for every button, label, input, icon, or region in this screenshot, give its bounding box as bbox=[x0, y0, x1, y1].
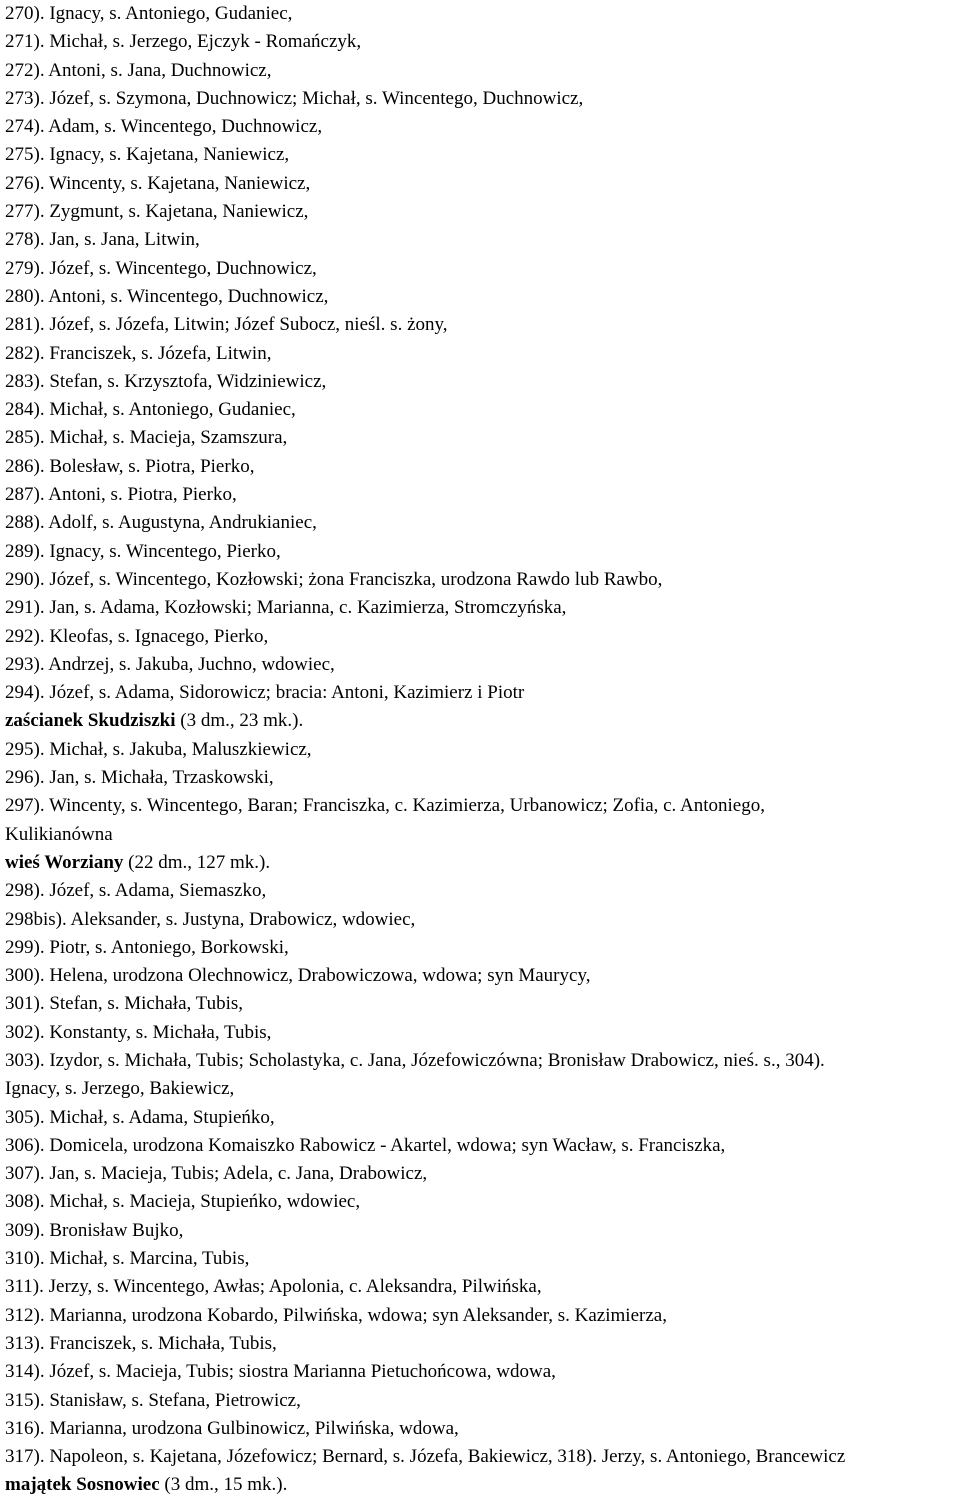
entry-line bbox=[5, 453, 960, 481]
entry-text: 311). Jerzy, s. Wincentego, Awłas; Apolonia, c. Aleksandra, Pilwińska, bbox=[5, 1276, 542, 1298]
entry-text: 303). Izydor, s. Michała, Tubis; Scholastyka, c. Jana, Józefowiczówna; Bronisław Drabowicz, nieś. s., 304). bbox=[5, 1049, 825, 1071]
entry-line bbox=[5, 396, 960, 424]
entry-text: 270). Ignacy, s. Antoniego, Gudaniec, bbox=[5, 3, 293, 24]
entry-text: 301). Stefan, s. Michała, Tubis, bbox=[5, 993, 244, 1015]
entry-text: 305). Michał, s. Adama, Stupieńko, bbox=[5, 1106, 275, 1128]
entry-line bbox=[5, 509, 960, 537]
entry-line bbox=[5, 311, 960, 339]
entry-line bbox=[5, 1019, 960, 1047]
entry-line bbox=[5, 1302, 960, 1330]
entry-line bbox=[5, 1047, 960, 1075]
entry-text: 302). Konstanty, s. Michała, Tubis, bbox=[5, 1021, 272, 1043]
entry-text: 287). Antoni, s. Piotra, Pierko, bbox=[5, 484, 237, 506]
entry-text: 275). Ignacy, s. Kajetana, Naniewicz, bbox=[5, 144, 290, 166]
entry-text: 298). Józef, s. Adama, Siemaszko, bbox=[5, 880, 267, 902]
entry-line bbox=[5, 1217, 960, 1245]
entry-text: 310). Michał, s. Marcina, Tubis, bbox=[5, 1248, 250, 1270]
entry-line bbox=[5, 1330, 960, 1358]
entry-line bbox=[5, 1160, 960, 1188]
entry-text: 273). Józef, s. Szymona, Duchnowicz; Michał, s. Wincentego, Duchnowicz, bbox=[5, 87, 584, 109]
entry-text: (3 dm., 15 mk.). bbox=[159, 1474, 288, 1496]
entry-text: 300). Helena, urodzona Olechnowicz, Drabowiczowa, wdowa; syn Maurycy, bbox=[5, 965, 591, 987]
entry-line bbox=[5, 170, 960, 198]
entry-line bbox=[5, 113, 960, 141]
entry-text: 315). Stanisław, s. Stefana, Pietrowicz, bbox=[5, 1389, 301, 1411]
entry-line bbox=[5, 538, 960, 566]
entry-line bbox=[5, 962, 960, 990]
entry-line bbox=[5, 821, 960, 849]
entry-text: 277). Zygmunt, s. Kajetana, Naniewicz, bbox=[5, 201, 309, 223]
section-heading: wieś Worziany bbox=[5, 851, 124, 873]
entry-line bbox=[5, 283, 960, 311]
entry-text: 306). Domicela, urodzona Komaiszko Rabowicz - Akartel, wdowa; syn Wacław, s. Franciszka, bbox=[5, 1134, 726, 1156]
entry-text: 308). Michał, s. Macieja, Stupieńko, wdowiec, bbox=[5, 1191, 361, 1213]
section-heading-line bbox=[5, 1471, 960, 1499]
entry-line bbox=[5, 28, 960, 56]
entry-line bbox=[5, 340, 960, 368]
entry-text: 291). Jan, s. Adama, Kozłowski; Marianna, c. Kazimierza, Stromczyńska, bbox=[5, 597, 567, 619]
section-heading: zaścianek Skudziszki bbox=[5, 710, 176, 732]
entry-line bbox=[5, 1358, 960, 1386]
entry-line bbox=[5, 1415, 960, 1443]
entry-line bbox=[5, 481, 960, 509]
entry-text: 295). Michał, s. Jakuba, Maluszkiewicz, bbox=[5, 738, 312, 760]
entry-line bbox=[5, 651, 960, 679]
entry-line bbox=[5, 1387, 960, 1415]
entry-text: 281). Józef, s. Józefa, Litwin; Józef Subocz, nieśl. s. żony, bbox=[5, 314, 448, 336]
entry-text: 286). Bolesław, s. Piotra, Pierko, bbox=[5, 455, 255, 477]
entry-text: 285). Michał, s. Macieja, Szamszura, bbox=[5, 427, 288, 449]
entry-line bbox=[5, 1132, 960, 1160]
entry-text: (22 dm., 127 mk.). bbox=[123, 851, 271, 873]
section-heading-line bbox=[5, 849, 960, 877]
entry-text: 313). Franciszek, s. Michała, Tubis, bbox=[5, 1332, 277, 1354]
entry-line bbox=[5, 906, 960, 934]
entry-text: 309). Bronisław Bujko, bbox=[5, 1219, 184, 1241]
entry-text: 299). Piotr, s. Antoniego, Borkowski, bbox=[5, 936, 289, 958]
entry-text: 314). Józef, s. Macieja, Tubis; siostra Marianna Pietuchońcowa, wdowa, bbox=[5, 1361, 556, 1383]
entry-line bbox=[5, 57, 960, 85]
entry-line bbox=[5, 594, 960, 622]
entry-text: Ignacy, s. Jerzego, Bakiewicz, bbox=[5, 1078, 235, 1100]
entry-line bbox=[5, 85, 960, 113]
entry-line bbox=[5, 0, 960, 28]
entry-text: 271). Michał, s. Jerzego, Ejczyk - Romańczyk, bbox=[5, 31, 362, 53]
entry-line bbox=[5, 934, 960, 962]
entry-text: 284). Michał, s. Antoniego, Gudaniec, bbox=[5, 399, 296, 421]
entry-text: 312). Marianna, urodzona Kobardo, Pilwińska, wdowa; syn Aleksander, s. Kazimierza, bbox=[5, 1304, 667, 1326]
entry-line bbox=[5, 877, 960, 905]
entry-line bbox=[5, 990, 960, 1018]
entry-text: 316). Marianna, urodzona Gulbinowicz, Pilwińska, wdowa, bbox=[5, 1417, 459, 1439]
entry-text: 293). Andrzej, s. Jakuba, Juchno, wdowiec, bbox=[5, 653, 335, 675]
entry-text: 282). Franciszek, s. Józefa, Litwin, bbox=[5, 342, 272, 364]
section-heading-line bbox=[5, 707, 960, 735]
entry-line bbox=[5, 1188, 960, 1216]
entry-text: 278). Jan, s. Jana, Litwin, bbox=[5, 229, 200, 251]
entry-line bbox=[5, 566, 960, 594]
entry-line bbox=[5, 226, 960, 254]
entry-text: 307). Jan, s. Macieja, Tubis; Adela, c. Jana, Drabowicz, bbox=[5, 1163, 428, 1185]
entry-line bbox=[5, 141, 960, 169]
entry-text: 290). Józef, s. Wincentego, Kozłowski; żona Franciszka, urodzona Rawdo lub Rawbo, bbox=[5, 568, 663, 590]
entry-text: 294). Józef, s. Adama, Sidorowicz; bracia: Antoni, Kazimierz i Piotr bbox=[5, 682, 525, 704]
entry-text: 297). Wincenty, s. Wincentego, Baran; Franciszka, c. Kazimierza, Urbanowicz; Zofia, c. Antoniego, bbox=[5, 795, 765, 817]
entry-line bbox=[5, 1075, 960, 1103]
document-page bbox=[5, 0, 960, 1500]
section-heading: majątek Sosnowiec bbox=[5, 1474, 160, 1496]
entry-line bbox=[5, 623, 960, 651]
entry-text: 272). Antoni, s. Jana, Duchnowicz, bbox=[5, 59, 272, 81]
entry-line bbox=[5, 198, 960, 226]
entry-text: 283). Stefan, s. Krzysztofa, Widziniewicz, bbox=[5, 370, 327, 392]
entry-text: 298bis). Aleksander, s. Justyna, Drabowicz, wdowiec, bbox=[5, 908, 416, 930]
entry-line bbox=[5, 1104, 960, 1132]
entry-text: 288). Adolf, s. Augustyna, Andrukianiec, bbox=[5, 512, 317, 534]
entry-text: 276). Wincenty, s. Kajetana, Naniewicz, bbox=[5, 172, 311, 194]
entry-line bbox=[5, 368, 960, 396]
entry-text: 292). Kleofas, s. Ignacego, Pierko, bbox=[5, 625, 269, 647]
entry-line bbox=[5, 679, 960, 707]
entry-line bbox=[5, 1245, 960, 1273]
entry-text: Kulikianówna bbox=[5, 823, 113, 845]
entry-line bbox=[5, 736, 960, 764]
entry-line bbox=[5, 255, 960, 283]
entry-text: 279). Józef, s. Wincentego, Duchnowicz, bbox=[5, 257, 317, 279]
entry-text: 296). Jan, s. Michała, Trzaskowski, bbox=[5, 767, 274, 789]
entry-text: 317). Napoleon, s. Kajetana, Józefowicz; Bernard, s. Józefa, Bakiewicz, 318). Jerzy, s. Antoniego, Brancewicz bbox=[5, 1446, 846, 1468]
entry-line bbox=[5, 424, 960, 452]
entry-text: (3 dm., 23 mk.). bbox=[175, 710, 304, 732]
entry-line bbox=[5, 1443, 960, 1471]
entry-text: 274). Adam, s. Wincentego, Duchnowicz, bbox=[5, 116, 323, 138]
entry-line bbox=[5, 1273, 960, 1301]
entry-line bbox=[5, 764, 960, 792]
entry-line bbox=[5, 792, 960, 820]
entry-text: 289). Ignacy, s. Wincentego, Pierko, bbox=[5, 540, 281, 562]
entry-text: 280). Antoni, s. Wincentego, Duchnowicz, bbox=[5, 285, 329, 307]
